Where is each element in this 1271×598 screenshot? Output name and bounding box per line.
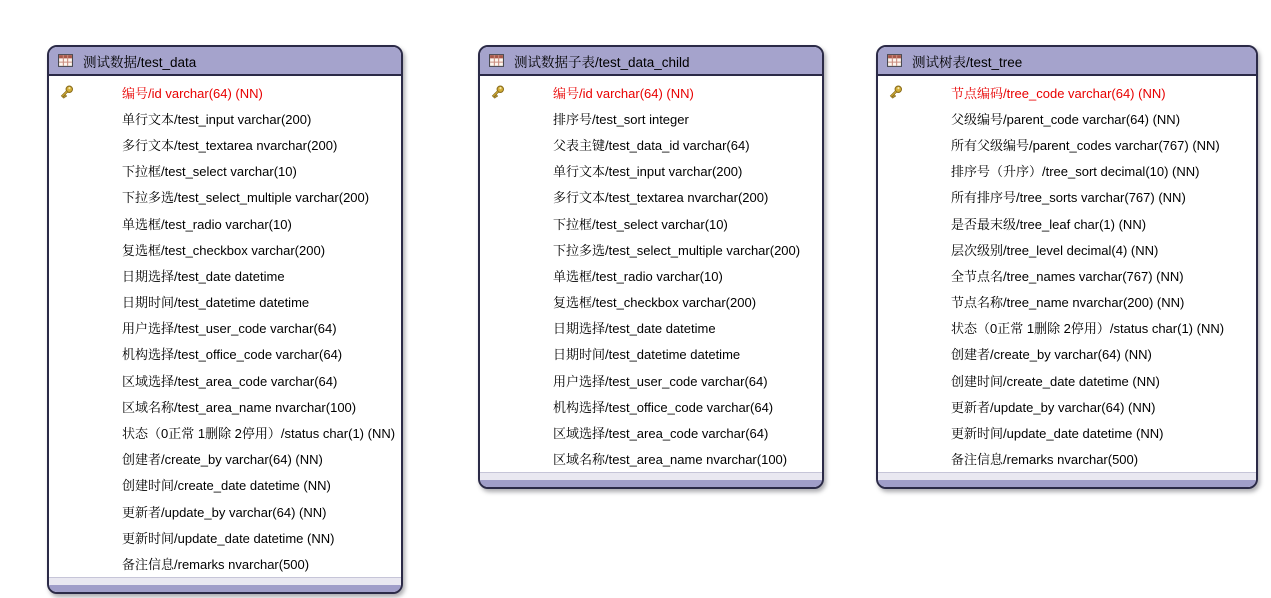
table-card-test_data_child[interactable]: [478, 45, 824, 489]
column-row[interactable]: [878, 158, 1256, 184]
table-header[interactable]: [878, 47, 1256, 76]
column-label: 单选框/test_radio varchar(10): [553, 268, 723, 284]
column-row[interactable]: [49, 315, 401, 341]
column-row[interactable]: [480, 158, 822, 184]
table-footer: [480, 472, 822, 487]
table-card-test_data[interactable]: [47, 45, 403, 594]
column-label: 复选框/test_checkbox varchar(200): [122, 242, 326, 258]
column-row[interactable]: [480, 289, 822, 315]
column-label: 更新者/update_by varchar(64) (NN): [122, 504, 327, 520]
column-label: 状态（0正常 1删除 2停用）/status char(1) (NN): [951, 321, 1225, 337]
column-row-pk[interactable]: [49, 79, 401, 105]
table-title: 测试数据子表/test_data_child: [514, 54, 690, 70]
column-label: 编号/id varchar(64) (NN): [553, 85, 694, 101]
column-row[interactable]: [49, 446, 401, 472]
column-label: 所有排序号/tree_sorts varchar(767) (NN): [951, 190, 1186, 206]
column-label: 下拉框/test_select varchar(10): [553, 216, 728, 232]
column-label: 编号/id varchar(64) (NN): [122, 85, 263, 101]
column-row[interactable]: [49, 498, 401, 524]
column-row[interactable]: [878, 105, 1256, 131]
table-card-test_tree[interactable]: [876, 45, 1258, 489]
column-label: 下拉框/test_select varchar(10): [122, 164, 297, 180]
column-row[interactable]: [878, 289, 1256, 315]
column-label: 排序号（升序）/tree_sort decimal(10) (NN): [951, 164, 1200, 180]
column-label: 日期选择/test_date datetime: [553, 321, 716, 337]
primary-key-icon: [489, 84, 506, 101]
column-label: 下拉多选/test_select_multiple varchar(200): [122, 190, 370, 206]
column-row[interactable]: [480, 419, 822, 445]
column-row[interactable]: [878, 315, 1256, 341]
column-row[interactable]: [480, 446, 822, 472]
column-row[interactable]: [480, 393, 822, 419]
column-row[interactable]: [480, 315, 822, 341]
column-label: 全节点名/tree_names varchar(767) (NN): [951, 268, 1184, 284]
column-row[interactable]: [480, 131, 822, 157]
column-row[interactable]: [49, 472, 401, 498]
column-row[interactable]: [480, 210, 822, 236]
column-label: 机构选择/test_office_code varchar(64): [553, 399, 774, 415]
column-label: 日期时间/test_datetime datetime: [122, 295, 310, 311]
column-label: 备注信息/remarks nvarchar(500): [122, 556, 310, 572]
column-label: 区域名称/test_area_name nvarchar(100): [553, 452, 788, 468]
column-row[interactable]: [878, 419, 1256, 445]
column-label: 单行文本/test_input varchar(200): [122, 111, 312, 127]
column-row[interactable]: [49, 262, 401, 288]
column-label: 单选框/test_radio varchar(10): [122, 216, 292, 232]
column-label: 更新时间/update_date datetime (NN): [122, 530, 335, 546]
column-row[interactable]: [480, 341, 822, 367]
column-row[interactable]: [49, 236, 401, 262]
column-row[interactable]: [49, 341, 401, 367]
table-icon: [887, 54, 902, 67]
column-label: 区域选择/test_area_code varchar(64): [122, 373, 338, 389]
column-row[interactable]: [878, 184, 1256, 210]
column-row[interactable]: [480, 184, 822, 210]
column-label: 日期选择/test_date datetime: [122, 268, 285, 284]
primary-key-icon: [887, 84, 904, 101]
column-row[interactable]: [878, 131, 1256, 157]
table-icon: [58, 54, 73, 67]
column-row[interactable]: [878, 367, 1256, 393]
column-label: 创建者/create_by varchar(64) (NN): [951, 347, 1152, 363]
column-row[interactable]: [49, 105, 401, 131]
column-label: 创建时间/create_date datetime (NN): [122, 478, 331, 494]
table-icon: [489, 54, 504, 67]
table-header[interactable]: [49, 47, 401, 76]
column-label: 机构选择/test_office_code varchar(64): [122, 347, 343, 363]
table-title: 测试树表/test_tree: [912, 54, 1023, 70]
column-row[interactable]: [49, 524, 401, 550]
table-header[interactable]: [480, 47, 822, 76]
column-label: 区域名称/test_area_name nvarchar(100): [122, 399, 357, 415]
column-label: 下拉多选/test_select_multiple varchar(200): [553, 242, 801, 258]
column-row[interactable]: [49, 367, 401, 393]
column-label: 多行文本/test_textarea nvarchar(200): [553, 190, 769, 206]
column-label: 层次级别/tree_level decimal(4) (NN): [951, 242, 1159, 258]
column-label: 创建时间/create_date datetime (NN): [951, 373, 1160, 389]
column-label: 是否最末级/tree_leaf char(1) (NN): [951, 216, 1147, 232]
column-label: 区域选择/test_area_code varchar(64): [553, 426, 769, 442]
column-row[interactable]: [480, 367, 822, 393]
column-label: 所有父级编号/parent_codes varchar(767) (NN): [951, 137, 1220, 153]
column-label: 用户选择/test_user_code varchar(64): [553, 373, 768, 389]
column-row[interactable]: [49, 289, 401, 315]
column-label: 父级编号/parent_code varchar(64) (NN): [951, 111, 1181, 127]
column-label: 状态（0正常 1删除 2停用）/status char(1) (NN): [122, 426, 396, 442]
column-label: 排序号/test_sort integer: [553, 111, 689, 127]
column-label: 多行文本/test_textarea nvarchar(200): [122, 137, 338, 153]
column-label: 更新时间/update_date datetime (NN): [951, 426, 1164, 442]
column-row[interactable]: [878, 393, 1256, 419]
column-label: 父表主键/test_data_id varchar(64): [553, 137, 750, 153]
column-label: 日期时间/test_datetime datetime: [553, 347, 741, 363]
column-row[interactable]: [49, 158, 401, 184]
column-row[interactable]: [878, 446, 1256, 472]
column-row[interactable]: [49, 131, 401, 157]
column-label: 更新者/update_by varchar(64) (NN): [951, 399, 1156, 415]
table-column-list: [49, 76, 401, 577]
column-row[interactable]: [49, 184, 401, 210]
column-row[interactable]: [480, 236, 822, 262]
column-label: 节点编码/tree_code varchar(64) (NN): [951, 85, 1166, 101]
column-label: 单行文本/test_input varchar(200): [553, 164, 743, 180]
column-row[interactable]: [49, 393, 401, 419]
table-column-list: [480, 76, 822, 472]
column-row[interactable]: [878, 236, 1256, 262]
table-footer: [49, 577, 401, 592]
column-label: 备注信息/remarks nvarchar(500): [951, 452, 1139, 468]
primary-key-icon: [58, 84, 75, 101]
column-row[interactable]: [878, 262, 1256, 288]
table-footer: [878, 472, 1256, 487]
column-row[interactable]: [878, 210, 1256, 236]
column-row[interactable]: [480, 105, 822, 131]
column-row[interactable]: [878, 341, 1256, 367]
column-row[interactable]: [49, 419, 401, 445]
column-row[interactable]: [480, 262, 822, 288]
column-label: 复选框/test_checkbox varchar(200): [553, 295, 757, 311]
column-label: 创建者/create_by varchar(64) (NN): [122, 452, 323, 468]
column-row-pk[interactable]: [480, 79, 822, 105]
column-label: 节点名称/tree_name nvarchar(200) (NN): [951, 295, 1185, 311]
table-title: 测试数据/test_data: [83, 54, 197, 70]
column-row-pk[interactable]: [878, 79, 1256, 105]
table-column-list: [878, 76, 1256, 472]
column-label: 用户选择/test_user_code varchar(64): [122, 321, 337, 337]
column-row[interactable]: [49, 210, 401, 236]
column-row[interactable]: [49, 550, 401, 576]
